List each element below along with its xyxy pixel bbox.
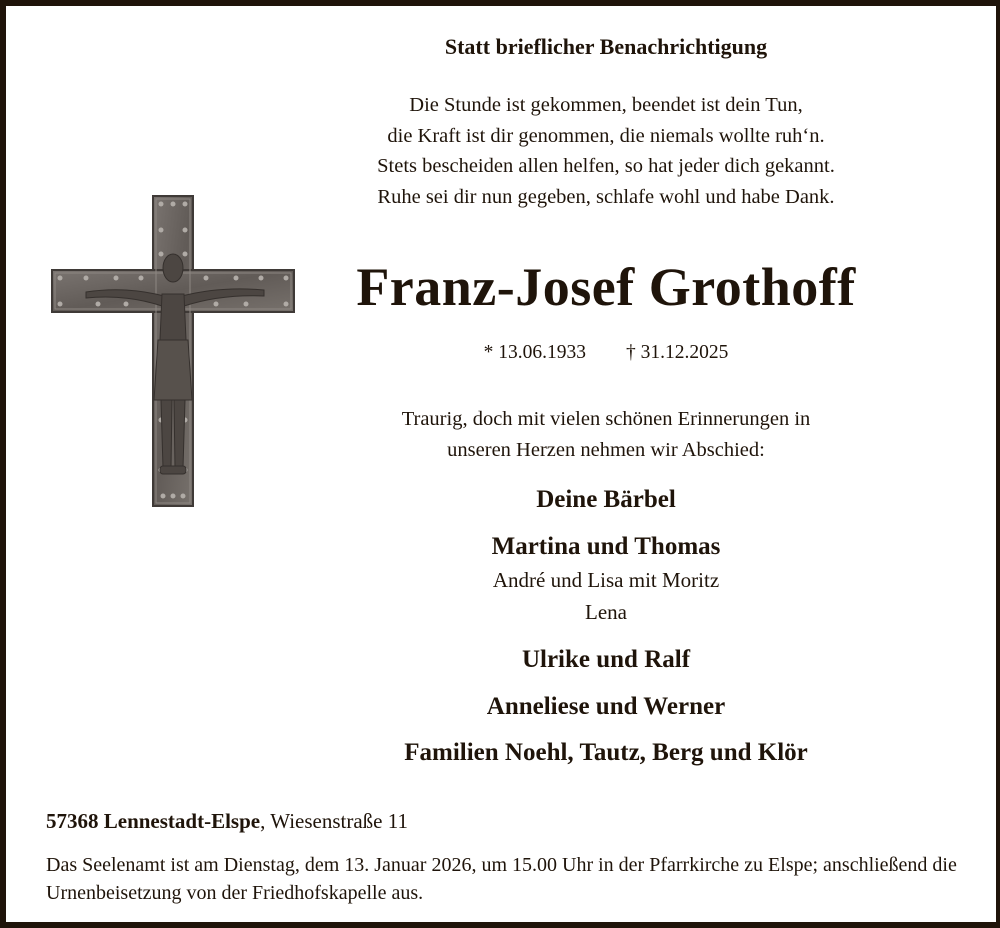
- intro-line: Traurig, doch mit vielen schönen Erinnerungen in: [401, 408, 811, 430]
- birth-date: * 13.06.1933: [483, 342, 586, 363]
- farewell-intro: [306, 404, 906, 465]
- address-street: , Wiesenstraße 11: [260, 809, 408, 833]
- poem-line: Die Stunde ist gekommen, beendet ist dein Tun,: [409, 94, 803, 116]
- mourner: Lena: [585, 600, 627, 624]
- mourner: Familien Noehl, Tautz, Berg und Klör: [404, 739, 808, 766]
- mourning-address: [46, 809, 408, 834]
- poem: [306, 90, 906, 212]
- service-info: Das Seelenamt ist am Dienstag, dem 13. Januar 2026, um 15.00 Uhr in der Pfarrkirche zu Elspe; anschließend die Urnenbeisetzung von der Friedhofskapelle aus.: [46, 854, 957, 904]
- mourner: Ulrike und Ralf: [521, 646, 691, 673]
- mourner: Martina und Thomas: [491, 533, 721, 560]
- crucifix-icon: [46, 190, 296, 510]
- poem-line: Ruhe sei dir nun gegeben, schlafe wohl und habe Dank.: [377, 185, 835, 208]
- notice-heading: Statt brieflicher Benachrichtigung: [444, 34, 768, 59]
- life-dates: [306, 342, 906, 364]
- mourner: Anneliese und Werner: [486, 693, 726, 720]
- mourner: André und Lisa mit Moritz: [492, 568, 720, 592]
- mourner: Deine Bärbel: [536, 486, 676, 513]
- deceased-name: Franz-Josef Grothoff: [356, 257, 856, 317]
- death-date: † 31.12.2025: [626, 342, 729, 363]
- intro-line: unseren Herzen nehmen wir Abschied:: [447, 438, 765, 461]
- address-city: 57368 Lennestadt-Elspe: [46, 809, 261, 833]
- poem-line: die Kraft ist dir genommen, die niemals wollte ruh‘n.: [387, 124, 825, 147]
- poem-line: Stets bescheiden allen helfen, so hat jeder dich gekannt.: [377, 155, 835, 177]
